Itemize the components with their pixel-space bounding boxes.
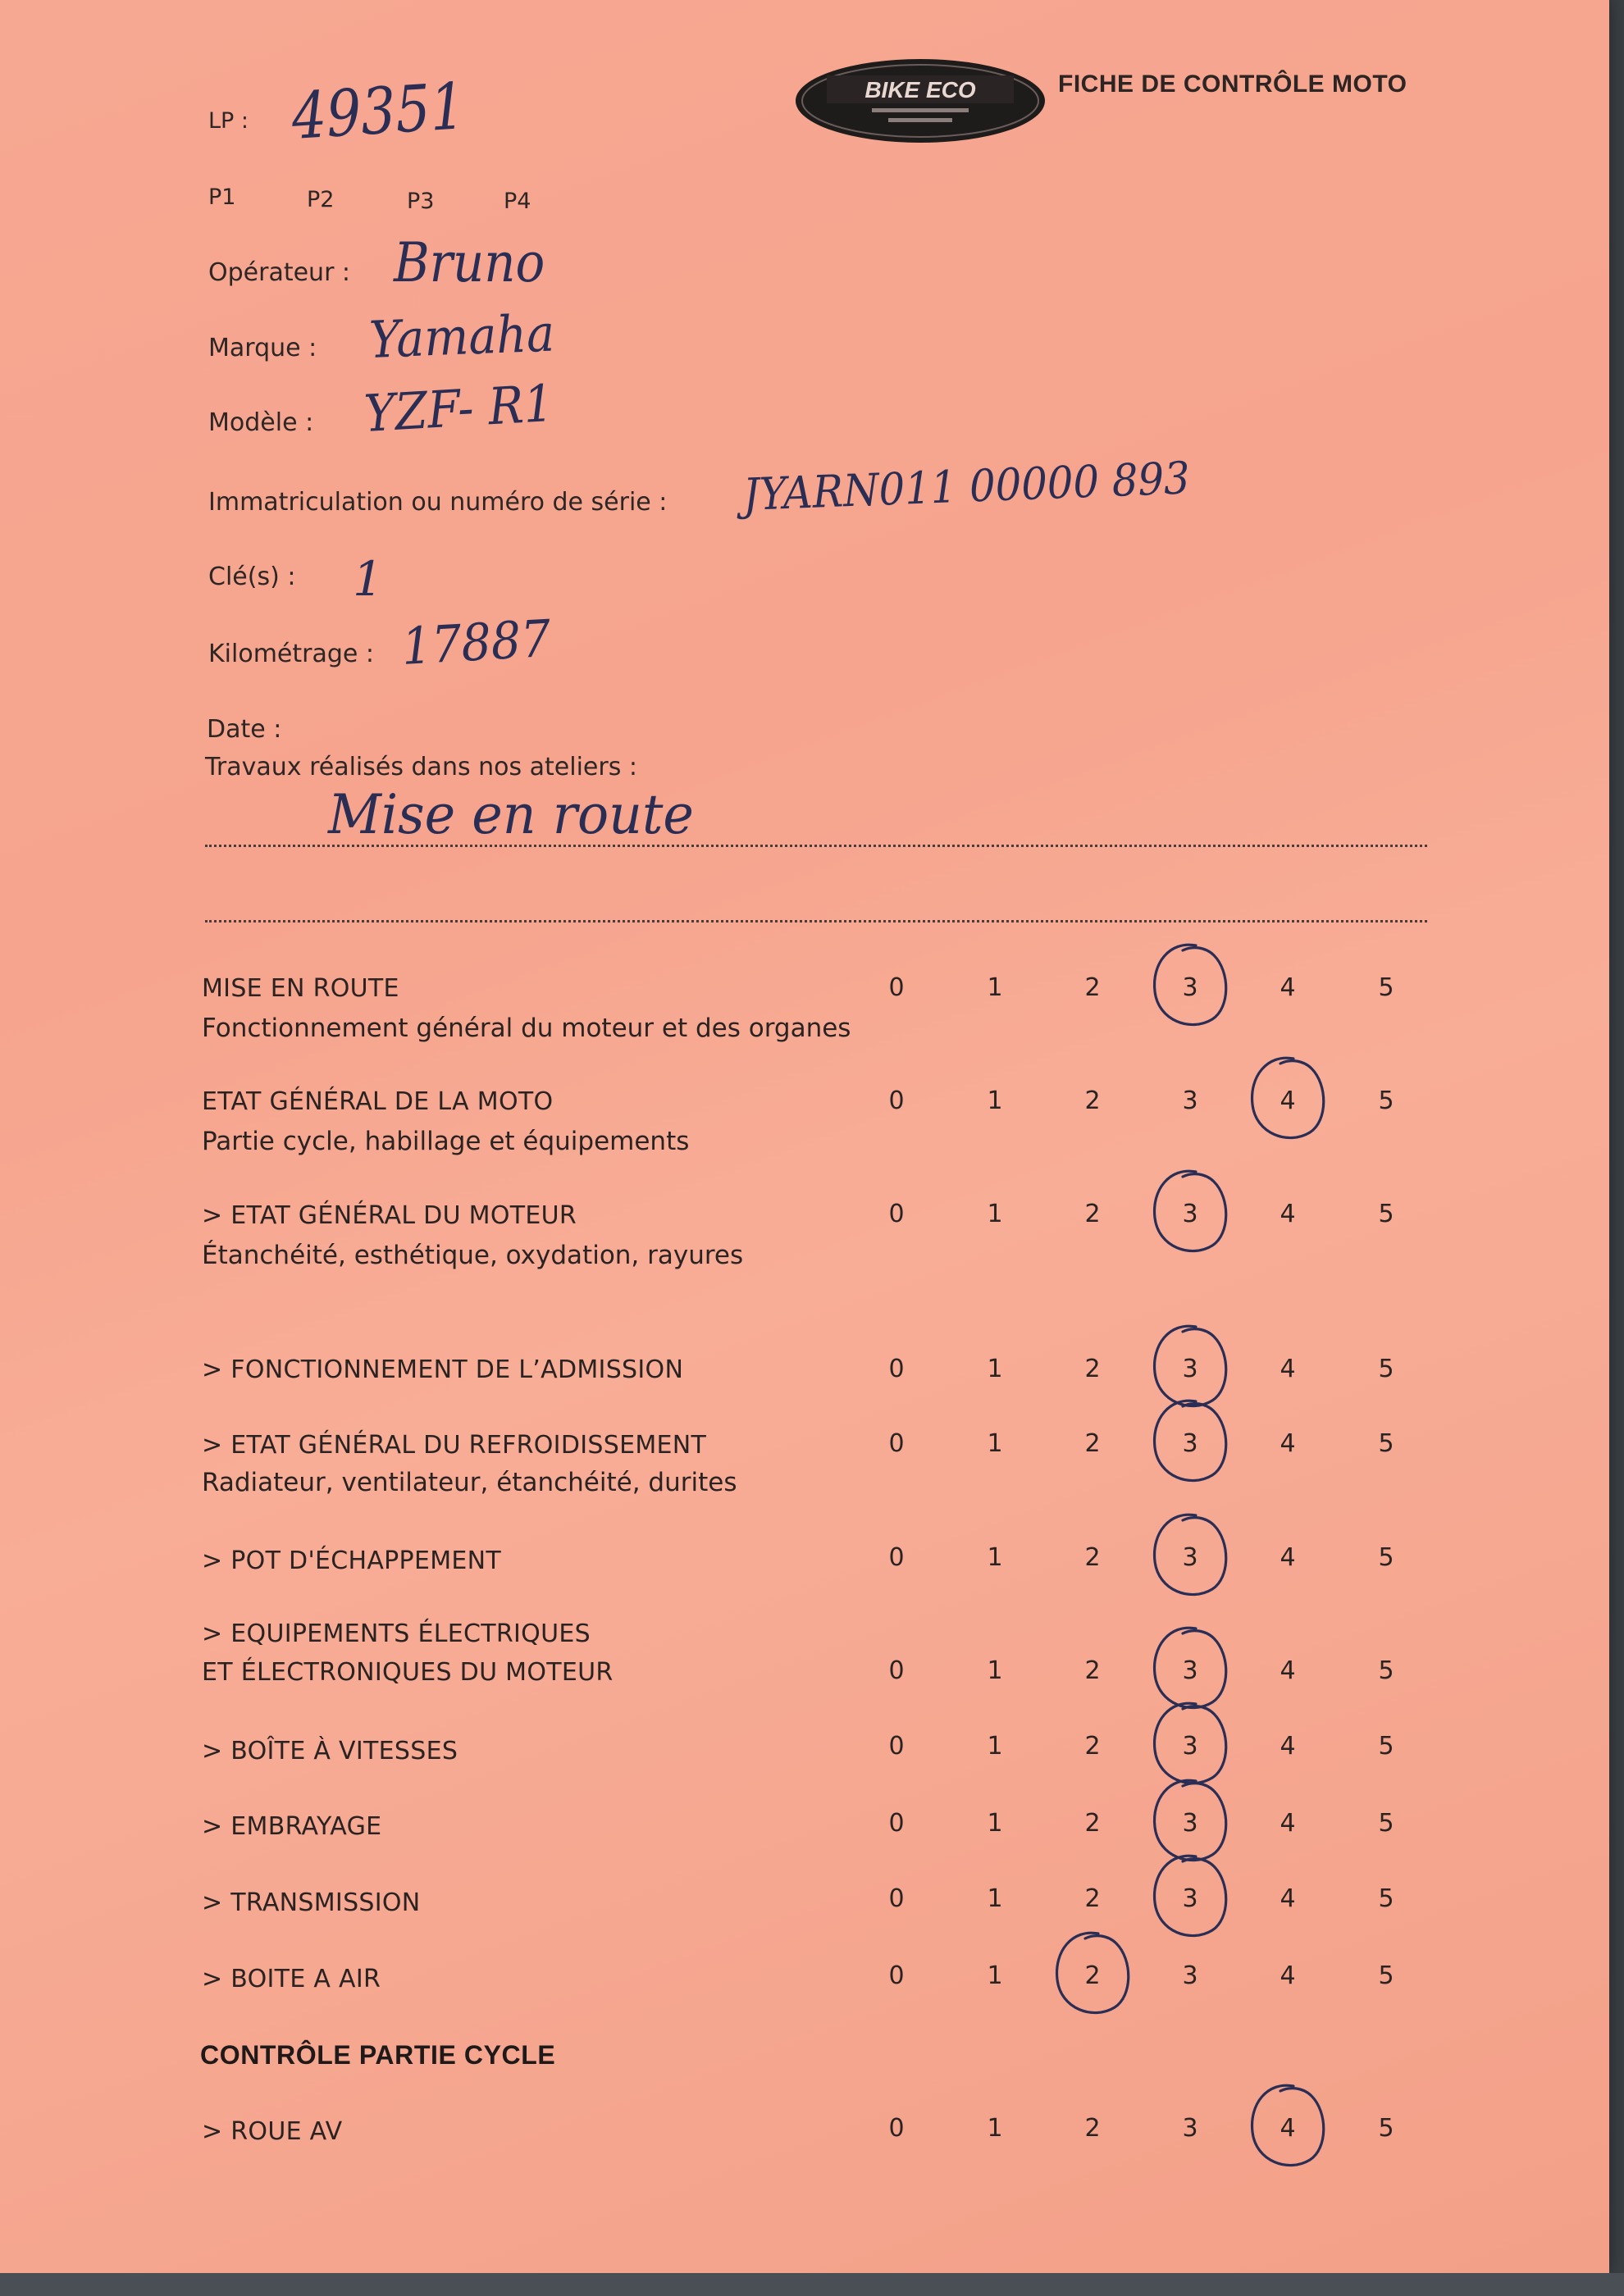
score-option[interactable]: 0: [888, 1884, 905, 1913]
operateur-value: Bruno: [394, 231, 545, 294]
score-option[interactable]: 1: [987, 1429, 1003, 1458]
score-option[interactable]: 2: [1084, 1355, 1101, 1383]
score-option[interactable]: 0: [888, 1355, 905, 1383]
score-option[interactable]: 2: [1084, 1884, 1101, 1913]
score-option[interactable]: 0: [888, 1086, 905, 1115]
background-strip: [0, 2273, 1624, 2296]
score-option[interactable]: 3: [1182, 973, 1198, 1002]
p4-label: P4: [504, 189, 531, 214]
score-option[interactable]: 2: [1084, 1656, 1101, 1685]
travaux-value: Mise en route: [328, 783, 694, 846]
score-option[interactable]: 2: [1084, 1732, 1101, 1761]
rating-row-subtitle: Radiateur, ventilateur, étanchéité, durites: [202, 1468, 737, 1497]
rating-row-title: > EQUIPEMENTS ÉLECTRIQUES: [202, 1620, 591, 1648]
section-title-partie-cycle: CONTRÔLE PARTIE CYCLE: [200, 2040, 556, 2070]
score-option[interactable]: 5: [1378, 1732, 1394, 1761]
score-option[interactable]: 1: [987, 1961, 1003, 1990]
score-option[interactable]: 5: [1378, 973, 1394, 1002]
rating-row-subtitle: ET ÉLECTRONIQUES DU MOTEUR: [202, 1658, 614, 1687]
score-option[interactable]: 1: [987, 2114, 1003, 2143]
score-option[interactable]: 2: [1084, 2114, 1101, 2143]
score-option[interactable]: 2: [1084, 1200, 1101, 1228]
modele-value: YZF- R1: [363, 372, 555, 444]
dotted-line-1: [205, 845, 1427, 847]
date-label: Date :: [207, 715, 282, 744]
score-option[interactable]: 5: [1378, 1961, 1394, 1990]
score-option[interactable]: 5: [1378, 1543, 1394, 1572]
score-option[interactable]: 4: [1280, 973, 1296, 1002]
lp-value: 49351: [290, 70, 467, 154]
score-option[interactable]: 1: [987, 1086, 1003, 1115]
rating-row-title: > BOÎTE À VITESSES: [202, 1737, 458, 1765]
score-option[interactable]: 3: [1182, 1086, 1198, 1115]
score-option[interactable]: 5: [1378, 1884, 1394, 1913]
score-option[interactable]: 3: [1182, 1543, 1198, 1572]
score-option[interactable]: 4: [1280, 1961, 1296, 1990]
lp-label: LP :: [208, 108, 249, 134]
immat-label: Immatriculation ou numéro de série :: [208, 488, 668, 517]
score-option[interactable]: 5: [1378, 2114, 1394, 2143]
kilometrage-value: 17887: [400, 608, 552, 676]
immat-value: JYARN011 00000 893: [741, 452, 1191, 521]
rating-row-title: > ETAT GÉNÉRAL DU REFROIDISSEMENT: [202, 1431, 707, 1460]
score-option[interactable]: 1: [987, 1809, 1003, 1838]
dotted-line-2: [205, 920, 1427, 922]
score-option[interactable]: 1: [987, 1656, 1003, 1685]
score-option[interactable]: 4: [1280, 1884, 1296, 1913]
rating-row-subtitle: Partie cycle, habillage et équipements: [202, 1127, 690, 1156]
score-option[interactable]: 1: [987, 1884, 1003, 1913]
rating-row-subtitle: Fonctionnement général du moteur et des organes: [202, 1014, 851, 1043]
travaux-label: Travaux réalisés dans nos ateliers :: [205, 753, 637, 781]
score-option[interactable]: 4: [1280, 1543, 1296, 1572]
score-option[interactable]: 0: [888, 2114, 905, 2143]
score-option[interactable]: 0: [888, 1200, 905, 1228]
score-option[interactable]: 5: [1378, 1809, 1394, 1838]
operateur-label: Opérateur :: [208, 258, 351, 287]
score-option[interactable]: 4: [1280, 1086, 1296, 1115]
cles-value: 1: [353, 551, 383, 607]
score-option[interactable]: 3: [1182, 1732, 1198, 1761]
score-option[interactable]: 1: [987, 1732, 1003, 1761]
rating-row-title: > ETAT GÉNÉRAL DU MOTEUR: [202, 1201, 577, 1230]
score-option[interactable]: 4: [1280, 1732, 1296, 1761]
score-option[interactable]: 0: [888, 1732, 905, 1761]
rating-row-title: ETAT GÉNÉRAL DE LA MOTO: [202, 1087, 554, 1116]
p2-label: P2: [307, 187, 335, 212]
score-option[interactable]: 3: [1182, 1961, 1198, 1990]
cles-label: Clé(s) :: [208, 563, 296, 591]
bike-eco-logo: [794, 57, 1047, 144]
score-option[interactable]: 4: [1280, 1355, 1296, 1383]
marque-value: Yamaha: [367, 303, 556, 370]
score-option[interactable]: 2: [1084, 973, 1101, 1002]
rating-row-title: > FONCTIONNEMENT DE L’ADMISSION: [202, 1355, 684, 1384]
rating-row-title: > POT D'ÉCHAPPEMENT: [202, 1547, 502, 1575]
score-option[interactable]: 3: [1182, 1429, 1198, 1458]
score-option[interactable]: 5: [1378, 1200, 1394, 1228]
score-option[interactable]: 4: [1280, 1809, 1296, 1838]
score-option[interactable]: 3: [1182, 1355, 1198, 1383]
document-title: FICHE DE CONTRÔLE MOTO: [1058, 71, 1407, 98]
score-option[interactable]: 4: [1280, 1429, 1296, 1458]
rating-row-title: > ROUE AV: [202, 2117, 343, 2146]
rating-row-subtitle: Étanchéité, esthétique, oxydation, rayures: [202, 1241, 744, 1270]
modele-label: Modèle :: [208, 408, 314, 437]
rating-row-title: > BOITE A AIR: [202, 1965, 381, 1993]
score-option[interactable]: 4: [1280, 2114, 1296, 2143]
score-option[interactable]: 5: [1378, 1086, 1394, 1115]
score-option[interactable]: 4: [1280, 1656, 1296, 1685]
score-option[interactable]: 5: [1378, 1355, 1394, 1383]
score-option[interactable]: 3: [1182, 1884, 1198, 1913]
score-option[interactable]: 3: [1182, 2114, 1198, 2143]
score-option[interactable]: 3: [1182, 1200, 1198, 1228]
score-option[interactable]: 2: [1084, 1086, 1101, 1115]
rating-row-title: > TRANSMISSION: [202, 1888, 421, 1917]
score-option[interactable]: 1: [987, 1355, 1003, 1383]
p1-label: P1: [208, 184, 236, 210]
rating-row-title: > EMBRAYAGE: [202, 1812, 382, 1841]
score-option[interactable]: 4: [1280, 1200, 1296, 1228]
score-option[interactable]: 0: [888, 1961, 905, 1990]
score-option[interactable]: 0: [888, 1429, 905, 1458]
score-option[interactable]: 2: [1084, 1429, 1101, 1458]
kilometrage-label: Kilométrage :: [208, 640, 375, 668]
score-option[interactable]: 3: [1182, 1809, 1198, 1838]
score-option[interactable]: 1: [987, 1543, 1003, 1572]
marque-label: Marque :: [208, 334, 317, 362]
score-option[interactable]: 2: [1084, 1543, 1101, 1572]
score-option[interactable]: 5: [1378, 1429, 1394, 1458]
score-option[interactable]: 1: [987, 1200, 1003, 1228]
logo-text: BIKE ECO: [864, 77, 976, 102]
score-option[interactable]: 5: [1378, 1656, 1394, 1685]
score-option[interactable]: 0: [888, 1656, 905, 1685]
score-option[interactable]: 1: [987, 973, 1003, 1002]
score-option[interactable]: 0: [888, 1543, 905, 1572]
rating-row-title: MISE EN ROUTE: [202, 974, 399, 1003]
score-option[interactable]: 2: [1084, 1809, 1101, 1838]
score-option[interactable]: 0: [888, 973, 905, 1002]
score-option[interactable]: 3: [1182, 1656, 1198, 1685]
score-option[interactable]: 2: [1084, 1961, 1101, 1990]
score-option[interactable]: 0: [888, 1809, 905, 1838]
p3-label: P3: [407, 189, 435, 214]
